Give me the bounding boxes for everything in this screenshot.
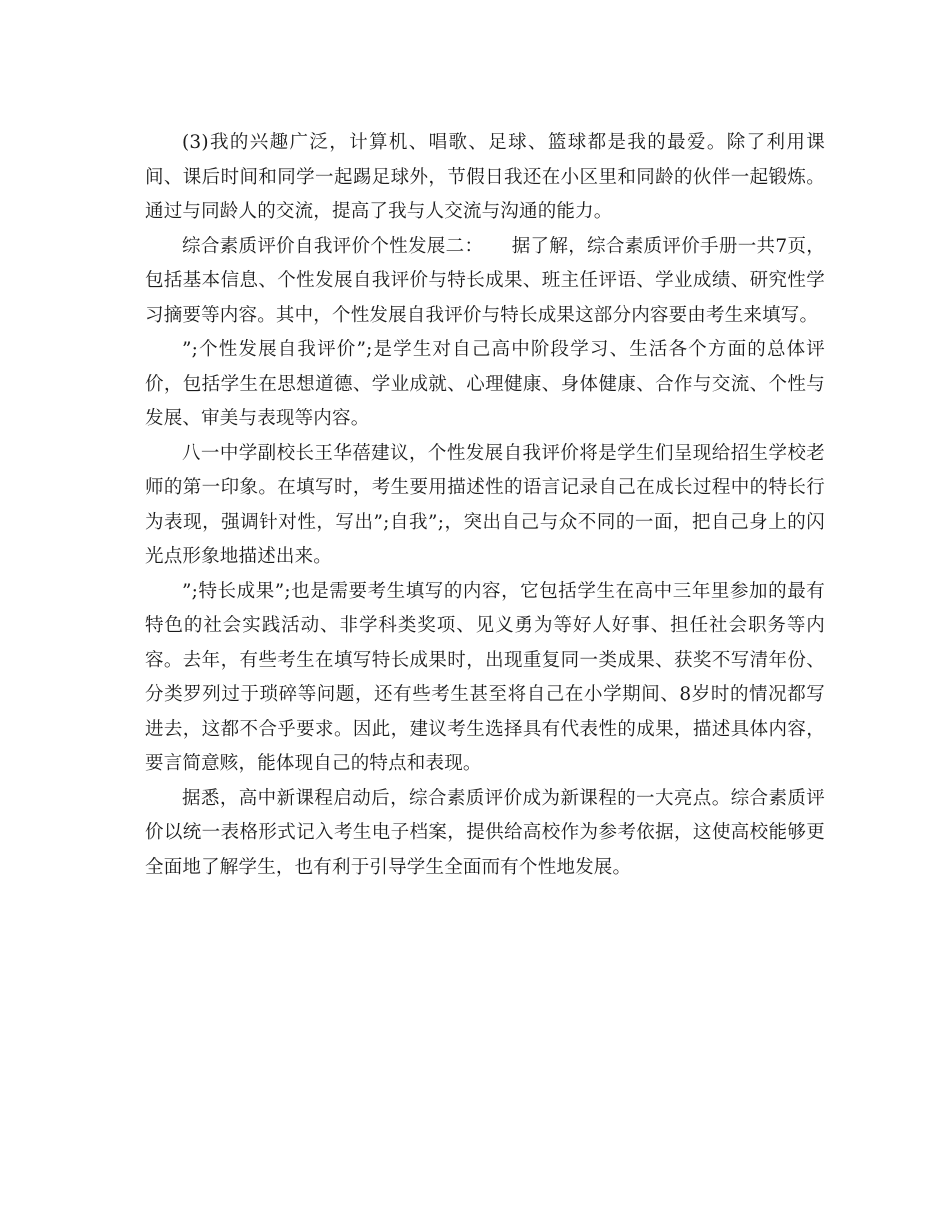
paragraph-interests: (3)我的兴趣广泛，计算机、唱歌、足球、篮球都是我的最爱。除了利用课间、课后时间和同学一起踢足球外，节假日我还在小区里和同龄的伙伴一起锻炼。通过与同龄人的交流，提高了我与人交流与沟通的能力。 — [145, 132, 825, 222]
paragraph-vice-principal-advice: 八一中学副校长王华蓓建议，个性发展自我评价将是学生们呈现给招生学校老师的第一印象。在填写时，考生要用描述性的语言记录自己在成长过程中的特长行为表现，强调针对性，写出”;自我”;，突出自己与众不同的一面，把自己身上的闪光点形象地描述出来。 — [145, 442, 825, 567]
paragraph-evaluation-manual: 综合素质评价自我评价个性发展二： 据了解，综合素质评价手册一共7页，包括基本信息、个性发展自我评价与特长成果、班主任评语、学业成绩、研究性学习摘要等内容。其中，个性发展自我评价与特长成果这部分内容要由考生来填写。 — [145, 235, 825, 326]
paragraph-special-achievements: ”;特长成果”;也是需要考生填写的内容，它包括学生在高中三年里参加的最有特色的社会实践活动、非学科类奖项、见义勇为等好人好事、担任社会职务等内容。去年，有些考生在填写特长成果时，出现重复同一类成果、获奖不写清年份、分类罗列过于琐碎等问题，还有些考生甚至将自己在小学期间、8岁时的情况都写进去，这都不合乎要求。因此，建议考生选择具有代表性的成果，描述具体内容，要言简意赅，能体现自己的特点和表现。 — [145, 580, 825, 774]
paragraph-new-curriculum: 据悉，高中新课程启动后，综合素质评价成为新课程的一大亮点。综合素质评价以统一表格形式记入考生电子档案，提供给高校作为参考依据，这使高校能够更全面地了解学生，也有利于引导学生全面而有个性地发展。 — [145, 787, 825, 878]
paragraph-self-evaluation-definition: ”;个性发展自我评价”;是学生对自己高中阶段学习、生活各个方面的总体评价，包括学生在思想道德、学业成就、心理健康、身体健康、合作与交流、个性与发展、审美与表现等内容。 — [145, 339, 825, 429]
document-body — [145, 126, 825, 885]
